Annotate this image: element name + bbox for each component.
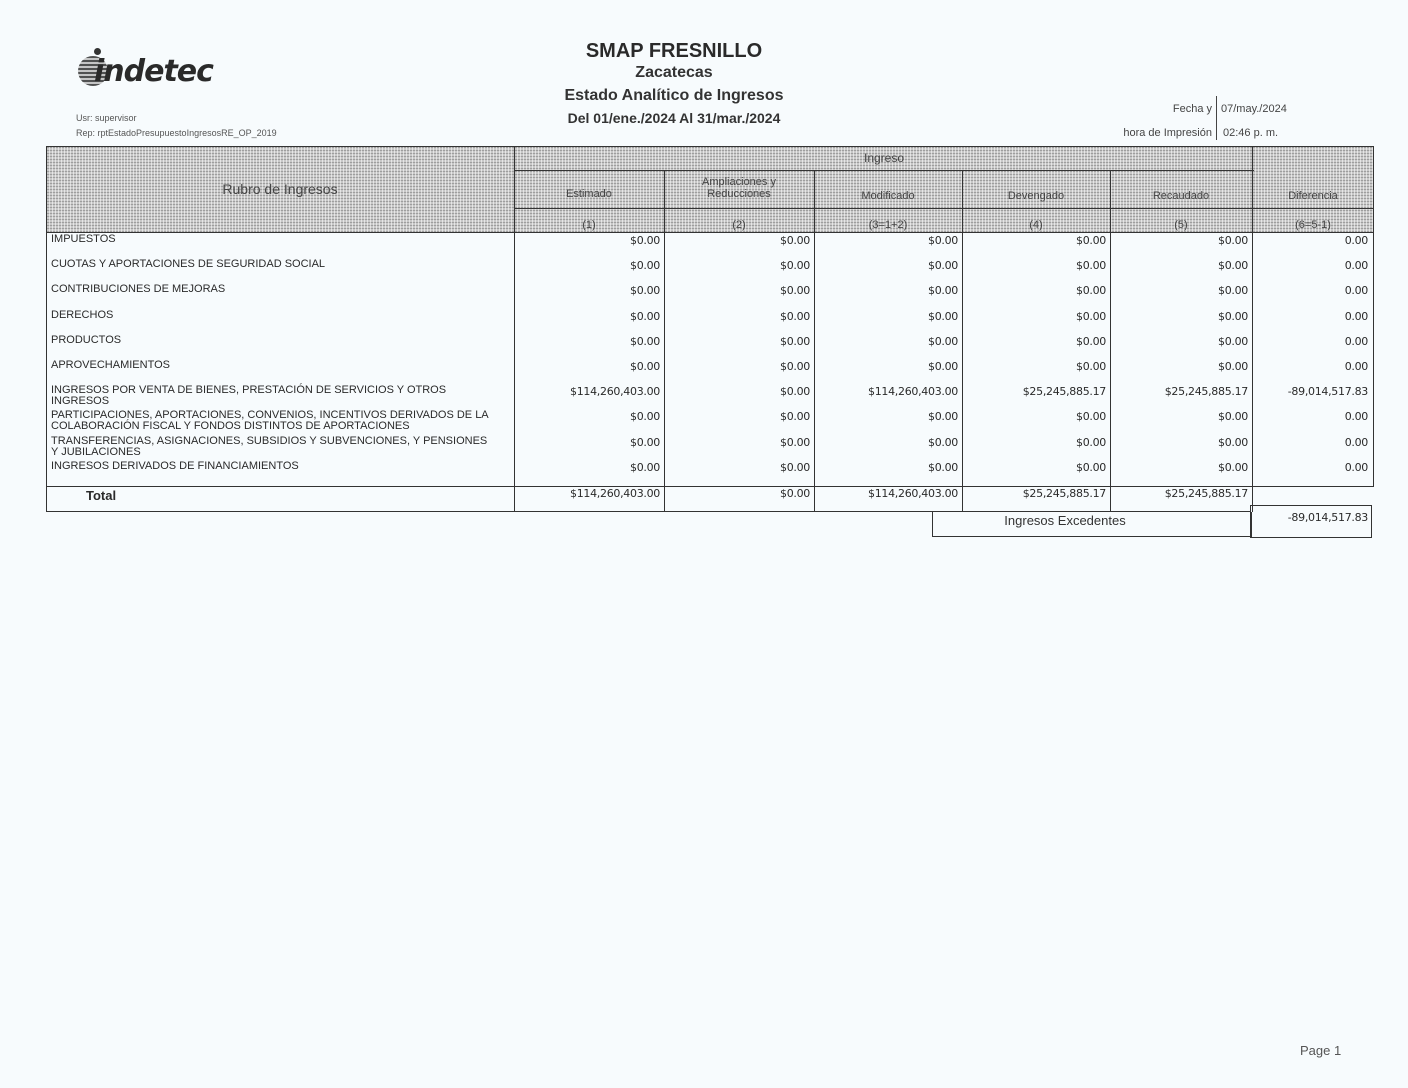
border-subheader (514, 208, 1374, 209)
cell-value: $0.00 (780, 309, 810, 323)
cell-value: $0.00 (630, 284, 660, 298)
row-label: CONTRIBUCIONES DE MEJORAS (51, 283, 226, 296)
cell-value: 0.00 (1344, 460, 1368, 474)
cell-value: $25,245,885.17 (1022, 385, 1106, 399)
formula-3: (3=1+2) (868, 219, 908, 231)
col-estimado: Estimado (566, 188, 612, 200)
col-modificado: Modificado (861, 190, 915, 202)
cell-value: 0.00 (1344, 309, 1368, 323)
formula-4: (4) (1029, 219, 1043, 231)
meta-separator (1216, 96, 1217, 140)
total-value: $25,245,885.17 (1022, 487, 1106, 500)
row-label: DERECHOS (51, 308, 114, 321)
fecha-value: 07/may./2024 (1221, 103, 1287, 115)
cell-value: $0.00 (1076, 334, 1106, 348)
cell-value: $0.00 (1218, 360, 1248, 373)
cell-value: -89,014,517.83 (1287, 385, 1368, 399)
excedentes-value: -89,014,517.83 (1287, 511, 1368, 524)
cell-value: $0.00 (780, 435, 810, 449)
total-value: $25,245,885.17 (1164, 487, 1248, 500)
cell-value: $0.00 (928, 284, 958, 298)
border-top (46, 146, 1374, 147)
cell-value: $0.00 (630, 410, 660, 424)
row-label: INGRESOS POR VENTA DE BIENES, PRESTACIÓN DE SERVICIOS Y OTROS INGRESOS (51, 384, 447, 408)
cell-value: 0.00 (1344, 259, 1368, 273)
cell-value: $0.00 (630, 259, 660, 273)
cell-value: $0.00 (928, 259, 958, 273)
cell-value: $0.00 (1218, 435, 1248, 449)
period-title: Del 01/ene./2024 Al 31/mar./2024 (567, 110, 781, 126)
cell-value: $0.00 (780, 234, 810, 247)
cell-value: $0.00 (780, 460, 810, 474)
cell-value: $0.00 (1218, 259, 1248, 273)
cell-value: $0.00 (928, 234, 958, 247)
row-label: INGRESOS DERIVADOS DE FINANCIAMIENTOS (51, 459, 299, 472)
cell-value: $0.00 (1076, 460, 1106, 474)
state-title: Zacatecas (635, 64, 713, 81)
indetec-logo (76, 48, 246, 94)
cell-value: $0.00 (630, 234, 660, 247)
cell-value: 0.00 (1344, 234, 1368, 247)
cell-value: $0.00 (928, 410, 958, 424)
cell-value: $0.00 (1218, 460, 1248, 474)
cell-value: 0.00 (1344, 334, 1368, 348)
vline-3 (814, 170, 815, 512)
report-title: Estado Analítico de Ingresos (564, 87, 784, 104)
cell-value: 0.00 (1344, 284, 1368, 298)
user-label: Usr: supervisor (76, 113, 137, 123)
cell-value: 0.00 (1344, 410, 1368, 424)
cell-value: $0.00 (780, 334, 810, 348)
formula-5: (5) (1174, 219, 1188, 231)
row-label: APROVECHAMIENTOS (51, 359, 170, 371)
cell-value: $0.00 (780, 360, 810, 373)
vline-2 (664, 170, 665, 512)
org-title: SMAP FRESNILLO (585, 40, 763, 62)
cell-value: $0.00 (1076, 410, 1106, 424)
cell-value: $0.00 (1218, 309, 1248, 323)
logo-text: indetec (94, 54, 213, 89)
formula-2: (2) (732, 219, 746, 231)
cell-value: $25,245,885.17 (1164, 385, 1248, 399)
cell-value: $0.00 (1218, 410, 1248, 424)
border-header-bottom (46, 232, 1374, 233)
cell-value: $0.00 (1076, 284, 1106, 298)
ingreso-group-header: Ingreso (863, 151, 905, 165)
cell-value: $0.00 (928, 435, 958, 449)
cell-value: $0.00 (928, 460, 958, 474)
cell-value: $114,260,403.00 (570, 385, 660, 399)
cell-value: $0.00 (630, 360, 660, 373)
fecha-label: Fecha y (1172, 103, 1212, 115)
cell-value: $0.00 (1218, 334, 1248, 348)
total-value: $114,260,403.00 (868, 487, 958, 500)
cell-value: $0.00 (1076, 234, 1106, 247)
row-label: TRANSFERENCIAS, ASIGNACIONES, SUBSIDIOS Y SUBVENCIONES, Y PENSIONES Y JUBILACIONES (51, 434, 488, 458)
row-label: PARTICIPACIONES, APORTACIONES, CONVENIOS, INCENTIVOS DERIVADOS DE LA COLABORACIÓN FISCAL Y FONDOS DISTINTOS DE APORTACIONES (51, 409, 489, 433)
cell-value: $0.00 (780, 410, 810, 424)
cell-value: $0.00 (780, 259, 810, 273)
page-number: Page 1 (1300, 1043, 1342, 1058)
row-label: PRODUCTOS (51, 333, 122, 346)
rubro-header: Rubro de Ingresos (222, 181, 338, 197)
formula-6: (6=5-1) (1295, 219, 1331, 231)
hora-value: 02:46 p. m. (1223, 127, 1279, 139)
cell-value: $114,260,403.00 (868, 385, 958, 399)
row-label: IMPUESTOS (51, 233, 116, 245)
cell-value: $0.00 (1218, 284, 1248, 298)
cell-value: $0.00 (780, 284, 810, 298)
vline-0 (46, 146, 47, 512)
cell-value: $0.00 (1076, 360, 1106, 373)
cell-value: $0.00 (630, 460, 660, 474)
cell-value: $0.00 (1218, 234, 1248, 247)
cell-value: $0.00 (1076, 309, 1106, 323)
col-ampliaciones: Ampliaciones y Reducciones (702, 176, 776, 200)
income-table (46, 146, 1374, 512)
row-label: CUOTAS Y APORTACIONES DE SEGURIDAD SOCIAL (51, 258, 326, 271)
report-id-label: Rep: rptEstadoPresupuestoIngresosRE_OP_2019 (76, 128, 277, 138)
vline-6 (1252, 146, 1253, 512)
total-value: $0.00 (780, 487, 810, 500)
vline-1 (514, 146, 515, 512)
cell-value: $0.00 (928, 334, 958, 348)
cell-value: $0.00 (1076, 435, 1106, 449)
cell-value: $0.00 (630, 309, 660, 323)
cell-value: $0.00 (928, 309, 958, 323)
excedentes-label: Ingresos Excedentes (1004, 513, 1126, 528)
formula-1: (1) (582, 219, 596, 231)
total-label: Total (86, 488, 117, 503)
hora-label: hora de Impresión (1123, 127, 1212, 139)
cell-value: $0.00 (630, 435, 660, 449)
border-group (514, 170, 1254, 171)
vline-4 (962, 170, 963, 512)
vline-7 (1373, 146, 1374, 486)
cell-value: $0.00 (1076, 259, 1106, 273)
col-devengado: Devengado (1007, 190, 1065, 202)
excedentes-value-box (1250, 505, 1372, 538)
cell-value: $0.00 (928, 360, 958, 373)
cell-value: 0.00 (1344, 360, 1368, 373)
col-recaudado: Recaudado (1152, 190, 1210, 202)
excedentes-box (932, 512, 1252, 537)
total-value: $114,260,403.00 (570, 487, 660, 500)
cell-value: $0.00 (630, 334, 660, 348)
col-diferencia: Diferencia (1288, 190, 1338, 202)
cell-value: 0.00 (1344, 435, 1368, 449)
cell-value: $0.00 (780, 385, 810, 399)
